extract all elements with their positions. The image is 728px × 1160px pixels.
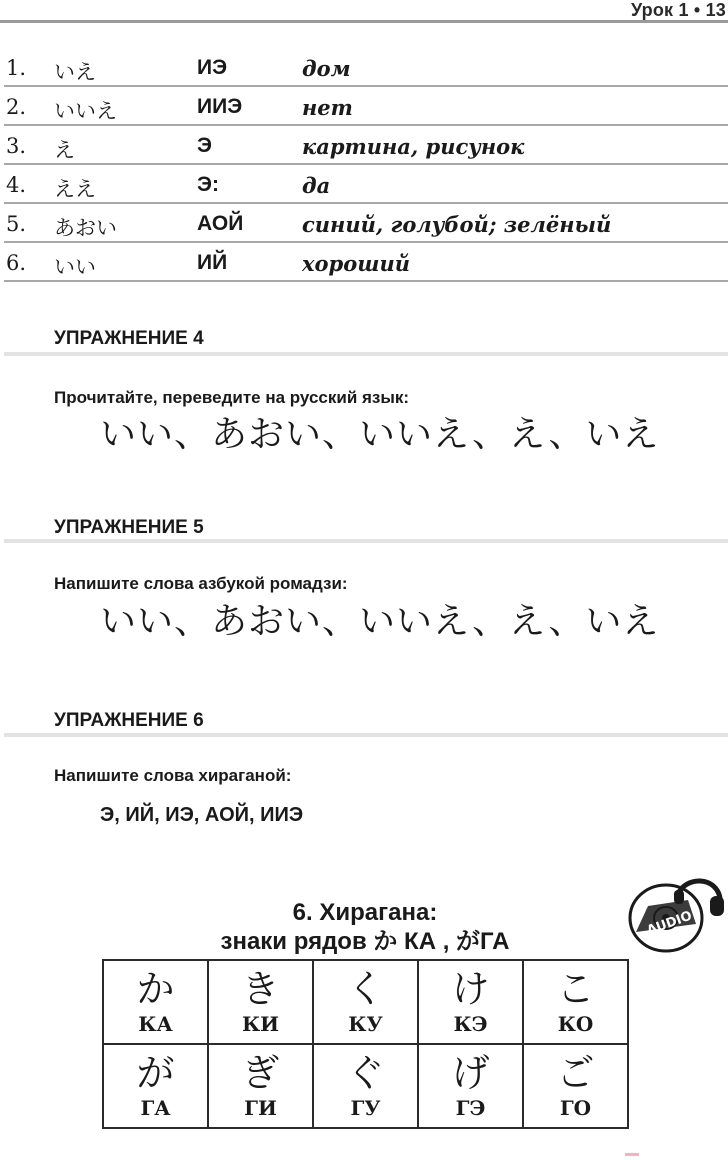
vocab-kana: え [54,138,75,162]
vocab-meaning: синий, голубой; зелёный [302,212,612,237]
kana-glyph: げ [451,1051,490,1095]
kana-glyph: ぐ [346,1051,385,1095]
exercise-4-instruction: Прочитайте, переведите на русский язык: [54,388,410,407]
vocab-meaning: нет [302,95,353,120]
section-title-line-1: 6. Хирагана: [292,899,438,926]
kana-cell [418,1044,523,1128]
exercise-5-title: УПРАЖНЕНИЕ 5 [54,517,204,538]
kana-reading: КУ [348,1012,383,1036]
kana-reading: КО [557,1012,594,1036]
exercise-6-words: Э, ИЙ, ИЭ, АОЙ, ИИЭ [100,804,304,826]
page-header: Урок 1 • 13 [630,0,726,20]
kana-reading: КИ [241,1012,280,1036]
section-title [150,898,580,956]
vocab-meaning: картина, рисунок [302,134,525,159]
vocab-row [4,243,728,282]
kana-cell [523,1044,628,1128]
vocab-number: 3. [6,134,27,158]
vocab-transcription: ИИЭ [197,95,243,118]
exercise-4-words: いい、あおい、いいえ、え、いえ [100,414,660,455]
kana-reading: ГЭ [455,1096,486,1120]
kana-reading: ГУ [350,1096,381,1120]
vocab-kana: あおい [54,216,117,240]
kana-reading: ГО [559,1096,592,1120]
vocab-transcription: ИЭ [197,56,228,79]
exercise-4-rule [4,352,728,356]
vocab-row [4,48,728,87]
kana-table [102,959,629,1129]
vocab-number: 6. [6,251,27,275]
kana-glyph: か [136,967,175,1011]
vocab-meaning: хороший [302,251,410,276]
kana-cell [313,1044,418,1128]
decorative-mark [625,1153,639,1156]
kana-glyph: ご [556,1051,595,1095]
kana-cell [208,960,313,1044]
exercise-5-words: いい、あおい、いいえ、え、いえ [100,601,660,642]
kana-row-ga [103,1044,628,1128]
vocab-kana: いいえ [54,99,117,123]
kana-cell [208,1044,313,1128]
exercise-6-instruction: Напишите слова хираганой: [54,766,292,785]
vocab-row [4,87,728,126]
vocab-number: 4. [6,173,27,197]
vocab-transcription: Э: [197,173,219,196]
vocab-transcription: АОЙ [197,212,244,235]
kana-reading: КЭ [453,1012,488,1036]
kana-cell [103,1044,208,1128]
vocab-row [4,204,728,243]
vocab-meaning: да [302,173,331,198]
exercise-4-title: УПРАЖНЕНИЕ 4 [54,328,204,349]
vocab-kana: いえ [54,60,96,84]
kana-glyph: き [241,967,280,1011]
vocabulary-list [4,48,728,282]
cd-headphones-icon [626,872,726,956]
vocab-number: 2. [6,95,27,119]
kana-cell [523,960,628,1044]
section-title-line-2: знаки рядов か КА , がГА [220,928,510,955]
kana-glyph: く [346,967,385,1011]
vocab-kana: いい [54,255,96,279]
exercise-6-rule [4,733,728,737]
vocab-row [4,165,728,204]
kana-glyph: こ [556,967,595,1011]
kana-glyph: が [136,1051,175,1095]
exercise-6-title: УПРАЖНЕНИЕ 6 [54,710,204,731]
kana-row-ka [103,960,628,1044]
vocab-number: 5. [6,212,27,236]
svg-text:AUDIO: AUDIO [644,908,695,939]
header-rule [0,20,728,23]
vocab-number: 1. [6,56,27,80]
vocab-transcription: ИЙ [197,251,228,274]
kana-cell [418,960,523,1044]
kana-cell [103,960,208,1044]
kana-cell [313,960,418,1044]
kana-glyph: け [451,967,490,1011]
exercise-5-instruction: Напишите слова азбукой ромадзи: [54,574,348,593]
kana-reading: ГИ [244,1096,277,1120]
kana-reading: КА [138,1012,173,1036]
kana-reading: ГА [140,1096,171,1120]
exercise-5-rule [4,539,728,543]
kana-glyph: ぎ [241,1051,280,1095]
vocab-kana: ええ [54,177,96,201]
vocab-meaning: дом [302,56,351,81]
vocab-row [4,126,728,165]
vocab-transcription: Э [197,134,212,157]
